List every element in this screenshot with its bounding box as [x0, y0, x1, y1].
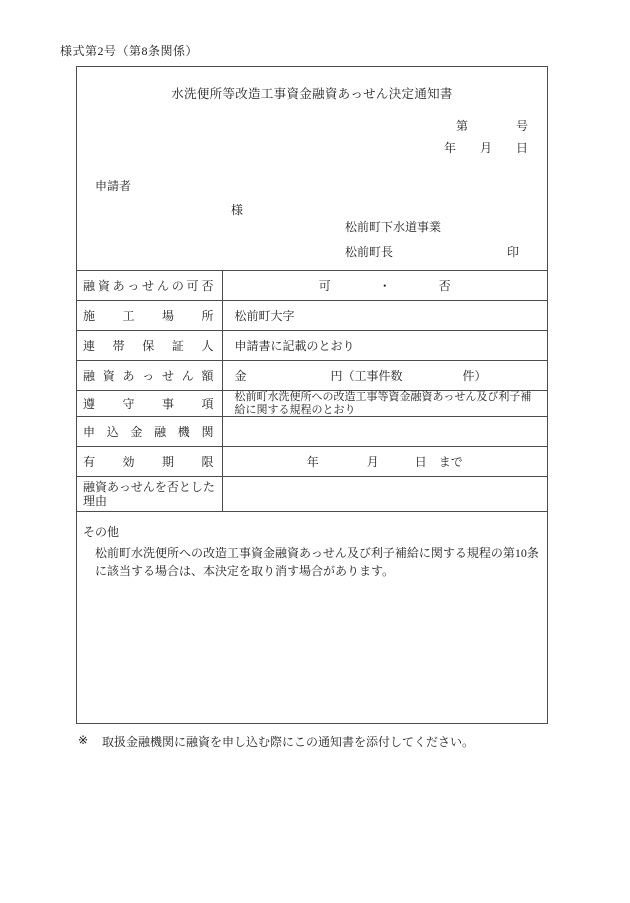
table-row-validity-period	[77, 447, 547, 477]
row-value: 可 ・ 否	[222, 271, 547, 301]
applicant-label: 申請者	[95, 179, 132, 193]
date-line: 年 月 日	[443, 141, 528, 155]
table-row-financing-approval	[77, 271, 547, 301]
doc-number-block	[444, 115, 528, 159]
issuer-signer: 松前町長	[345, 245, 394, 259]
table-row-work-location	[77, 301, 547, 331]
issuer-organization: 松前町下水道事業	[345, 220, 442, 234]
other-heading: その他	[83, 525, 120, 539]
row-label: 有効期限	[77, 447, 222, 477]
issuer-block	[345, 218, 519, 260]
table-row-financial-institution	[77, 417, 547, 447]
table-row-rejection-reason	[77, 477, 547, 512]
row-label: 融資あっせんの可否	[77, 271, 222, 301]
row-label: 施工場所	[77, 301, 222, 331]
row-label: 融資あっせん額	[77, 361, 222, 391]
table-row-guarantor	[77, 331, 547, 361]
page-title: 水洗便所等改造工事資金融資あっせん決定通知書	[171, 87, 453, 101]
other-body: 松前町水洗便所への改造工事資金融資あっせん及び利子補給に関する規程の第10条に該当する場合は、本決定を取り消す場合があります。	[95, 546, 539, 578]
row-label: 連帯保証人	[77, 331, 222, 361]
footnote	[78, 733, 474, 750]
row-value: 金 円（工事件数 件）	[222, 361, 547, 391]
notice-frame	[76, 66, 548, 724]
row-value	[222, 477, 547, 512]
decision-table	[77, 270, 547, 512]
issuer-signature-line	[345, 243, 519, 260]
footnote-text: 取扱金融機関に融資を申し込む際にこの通知書を添付してください。	[102, 735, 475, 749]
table-row-financing-amount	[77, 361, 547, 391]
other-section	[77, 512, 547, 580]
row-value	[222, 391, 547, 417]
row-value	[222, 417, 547, 447]
honorific-sama: 様	[231, 203, 244, 217]
form-code: 様式第2号（第8条関係）	[60, 44, 199, 58]
footnote-marker: ※	[78, 733, 89, 747]
row-label: 申込金融機関	[77, 417, 222, 447]
row-value: 年 月 日 まで	[222, 447, 547, 477]
row-value: 申請書に記載のとおり	[222, 331, 547, 361]
table-row-compliance	[77, 391, 547, 417]
doc-number-line: 第 号	[455, 119, 528, 133]
row-label: 融資あっせんを否とした理由	[77, 477, 222, 512]
row-value: 松前町大字	[222, 301, 547, 331]
row-label: 遵守事項	[77, 391, 222, 417]
notice-header	[77, 67, 547, 270]
compliance-text: 松前町水洗便所への改造工事等資金融資あっせん及び利子補給に関する規程のとおり	[234, 391, 532, 416]
seal-mark: 印	[506, 245, 519, 259]
